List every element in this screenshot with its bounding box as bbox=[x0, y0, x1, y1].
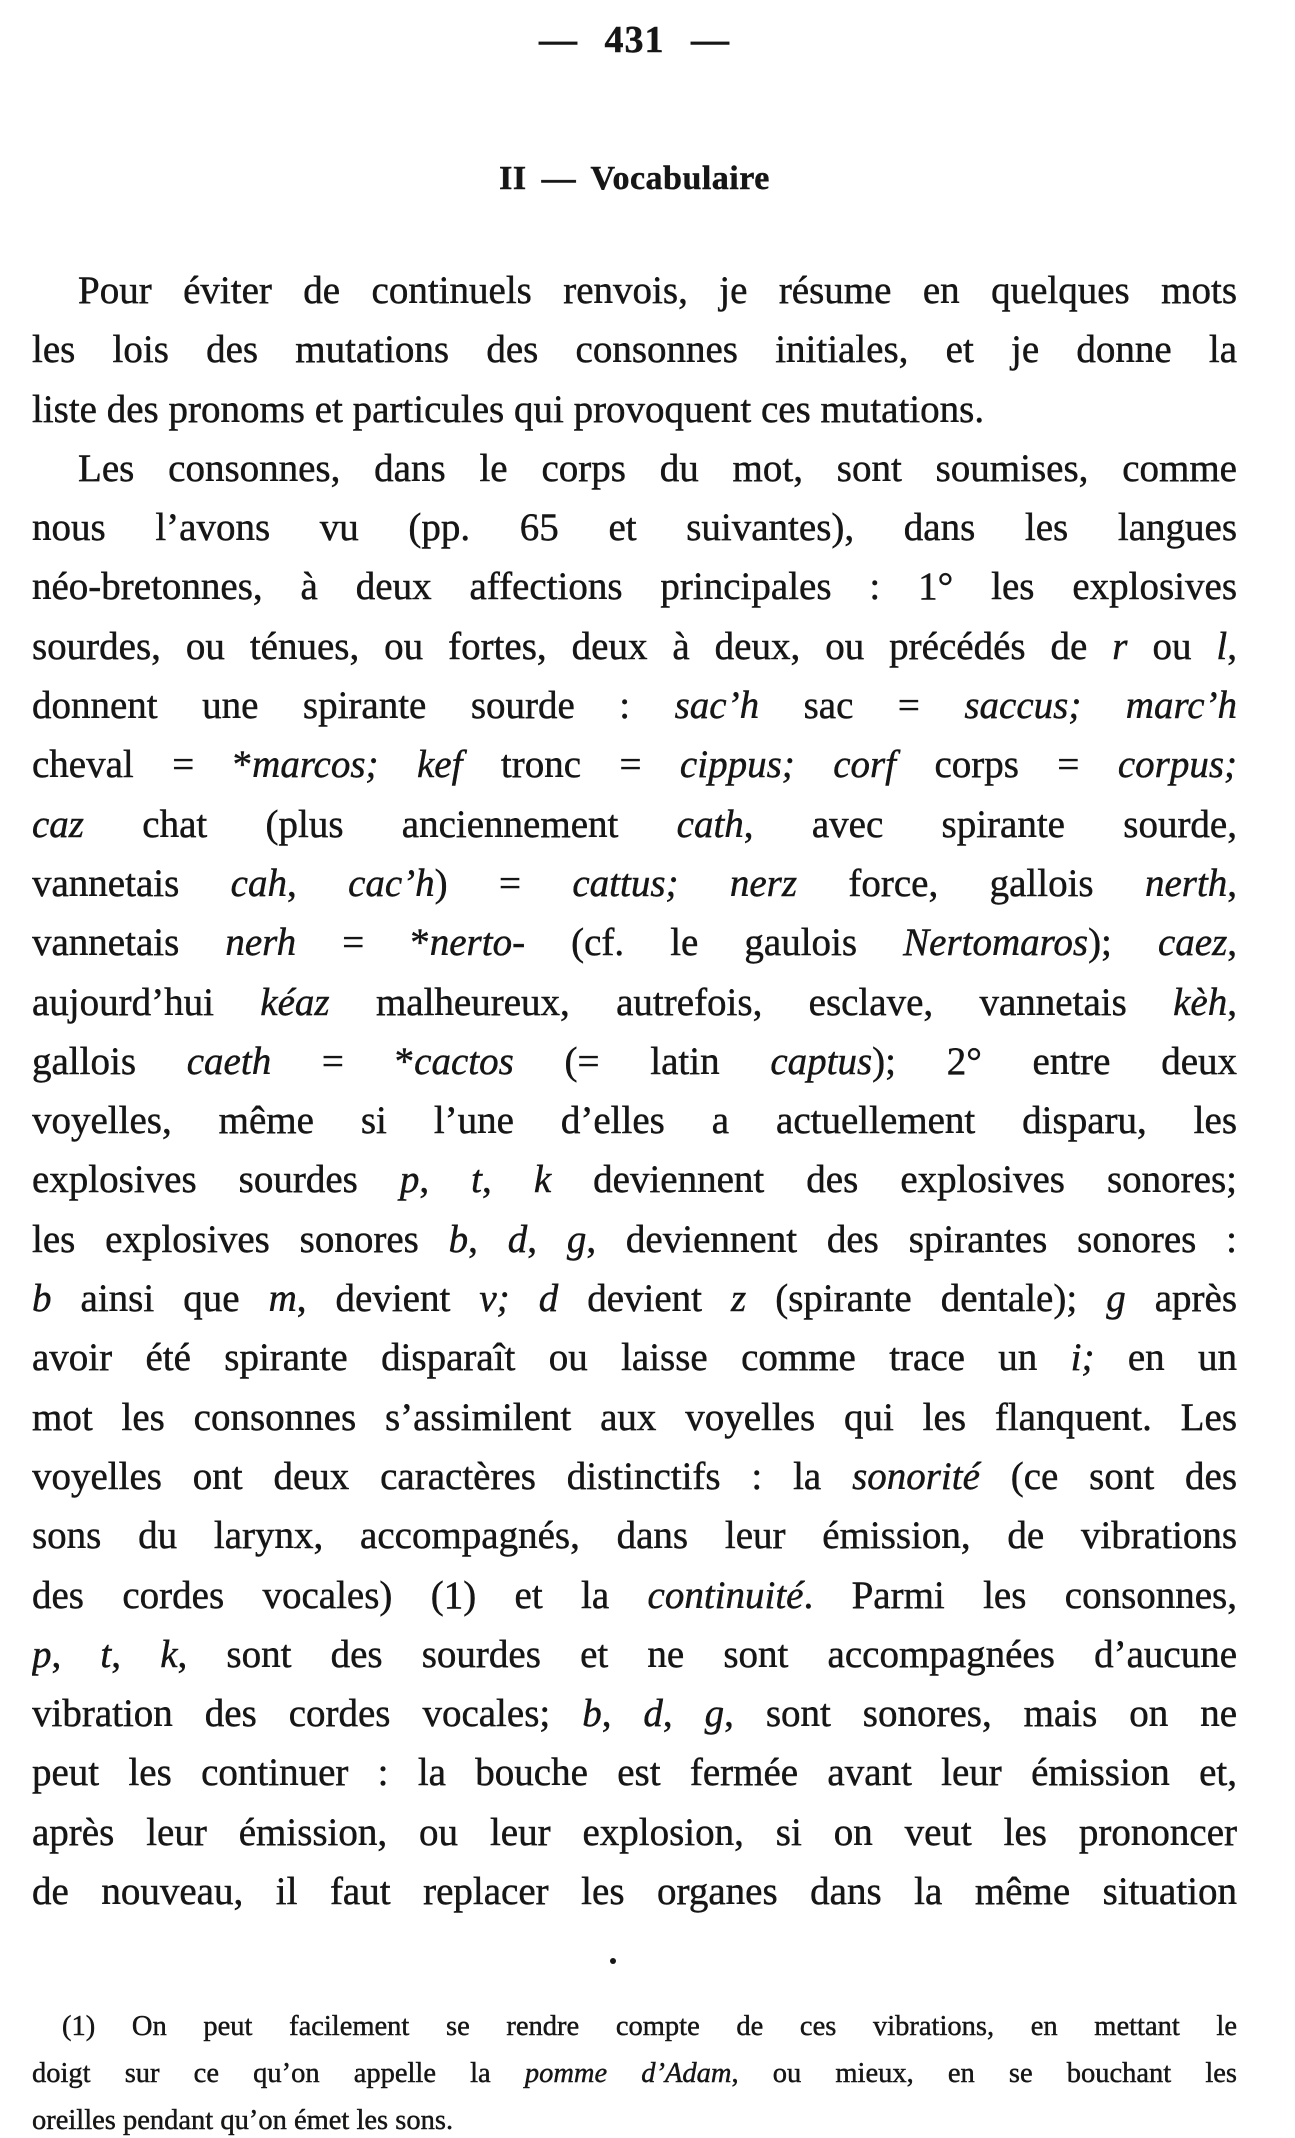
text-run: (= latin bbox=[513, 1039, 771, 1083]
text-line bbox=[32, 261, 1237, 320]
text-line bbox=[32, 1566, 1237, 1625]
text-line bbox=[32, 1091, 1237, 1150]
text-run: force, gallois bbox=[797, 861, 1145, 905]
italic-term: g bbox=[704, 1692, 725, 1736]
italic-term: sac’h bbox=[674, 684, 760, 728]
ink-dot bbox=[610, 1958, 616, 1964]
text-line bbox=[32, 913, 1237, 972]
italic-term: d bbox=[507, 1217, 528, 1261]
text-run: voyelles, même si l’une d’elles a actuellement disparu, les bbox=[32, 1099, 1237, 1143]
text-run: cheval = * bbox=[32, 743, 253, 787]
text-run: les explosives sonores bbox=[32, 1217, 449, 1261]
text-run: corps = bbox=[896, 743, 1118, 787]
text-run bbox=[510, 1277, 539, 1320]
italic-term: t bbox=[471, 1158, 483, 1202]
italic-term: b bbox=[32, 1277, 52, 1321]
text-line bbox=[32, 2003, 1237, 2050]
text-line bbox=[32, 1032, 1237, 1091]
italic-term: caeth bbox=[186, 1039, 272, 1083]
text-run: (1) On peut facilement se rendre compte de ces vibrations, en mettant le bbox=[62, 2011, 1237, 2042]
text-run: , bbox=[286, 861, 349, 905]
italic-term: cah bbox=[230, 861, 287, 905]
text-run: (cf. le gaulois bbox=[525, 921, 904, 965]
italic-term: pomme d’Adam bbox=[524, 2058, 732, 2089]
section-heading: II — Vocabulaire bbox=[499, 160, 770, 197]
italic-term: corpus; bbox=[1117, 743, 1237, 787]
text-run: sourdes, ou ténues, ou fortes, deux à deux, ou précédés de bbox=[32, 624, 1113, 668]
text-line bbox=[32, 1328, 1237, 1387]
text-line bbox=[32, 1447, 1237, 1506]
text-run bbox=[379, 743, 417, 786]
italic-term: captus bbox=[770, 1039, 873, 1083]
text-line bbox=[32, 1506, 1237, 1565]
italic-term: cattus; bbox=[572, 861, 679, 905]
italic-term: v; bbox=[479, 1277, 510, 1321]
text-run: les lois des mutations des consonnes initiales, et je donne la bbox=[32, 328, 1237, 372]
italic-term: d bbox=[643, 1692, 663, 1736]
text-run: voyelles ont deux caractères distinctifs : la bbox=[32, 1454, 853, 1498]
text-run: vannetais bbox=[32, 861, 231, 905]
text-run: , bbox=[111, 1632, 161, 1676]
text-run: , devient bbox=[296, 1277, 480, 1321]
text-line bbox=[32, 2050, 1237, 2097]
text-run: oreilles pendant qu’on émet les sons. bbox=[32, 2105, 454, 2136]
text-line bbox=[32, 380, 1237, 439]
text-run: , bbox=[601, 1692, 644, 1736]
text-run: aujourd’hui bbox=[32, 980, 261, 1024]
italic-term: corf bbox=[833, 743, 897, 787]
italic-term: Nertomaros bbox=[903, 921, 1089, 965]
text-run: , deviennent des spirantes sonores : bbox=[586, 1217, 1237, 1261]
paragraph-consonant-mutations bbox=[32, 439, 1237, 1921]
text-run: (spirante dentale); bbox=[746, 1277, 1107, 1321]
italic-term: p bbox=[32, 1632, 52, 1676]
text-line bbox=[32, 498, 1237, 557]
text-line bbox=[32, 1862, 1237, 1921]
text-run: nous l’avons vu (pp. 65 et suivantes), dans les langues bbox=[32, 506, 1237, 550]
text-run: , bbox=[1227, 980, 1237, 1024]
italic-term: r bbox=[1112, 624, 1128, 668]
text-run: , avec spirante sourde, bbox=[743, 802, 1237, 846]
text-run: peut les continuer : la bouche est fermée avant leur émission et, bbox=[32, 1751, 1237, 1795]
text-run bbox=[1081, 684, 1125, 727]
text-run: ) = bbox=[434, 861, 573, 905]
text-run bbox=[679, 862, 730, 905]
italic-term: cactos bbox=[414, 1039, 514, 1083]
text-line bbox=[32, 1269, 1237, 1328]
text-run: , bbox=[527, 1217, 567, 1261]
text-run: , bbox=[1227, 861, 1237, 905]
text-line bbox=[32, 1625, 1237, 1684]
text-line bbox=[32, 795, 1237, 854]
body-text bbox=[32, 261, 1237, 1921]
text-line bbox=[32, 557, 1237, 616]
italic-term: p bbox=[399, 1158, 420, 1202]
text-run: donnent une spirante sourde : bbox=[32, 684, 675, 728]
text-run: Les consonnes, dans le corps du mot, sont soumises, comme bbox=[78, 446, 1237, 490]
text-run: = * bbox=[271, 1039, 415, 1083]
italic-term: k bbox=[160, 1632, 178, 1676]
text-run: , bbox=[482, 1158, 534, 1202]
italic-term: g bbox=[566, 1217, 587, 1261]
text-line bbox=[32, 1388, 1237, 1447]
text-run: ); bbox=[1088, 921, 1158, 965]
text-line bbox=[32, 676, 1237, 735]
text-run: , bbox=[1227, 921, 1237, 965]
italic-term: cac’h bbox=[348, 861, 435, 905]
text-run: deviennent des explosives sonores; bbox=[551, 1158, 1237, 1202]
text-run: après leur émission, ou leur explosion, si on veut les prononcer bbox=[32, 1810, 1237, 1854]
text-run: , ou mieux, en se bouchant les bbox=[731, 2058, 1237, 2089]
text-run: (ce sont des bbox=[979, 1454, 1237, 1498]
italic-term: marc’h bbox=[1125, 684, 1237, 728]
text-line bbox=[32, 854, 1237, 913]
text-run: , bbox=[419, 1158, 472, 1202]
text-run: devient bbox=[558, 1277, 732, 1321]
italic-term: t bbox=[100, 1632, 112, 1676]
text-run: néo-bretonnes, à deux affections principales : 1° les explosives bbox=[32, 565, 1237, 609]
italic-term: caz bbox=[32, 802, 84, 846]
italic-term: l bbox=[1216, 624, 1228, 668]
text-run: ainsi que bbox=[51, 1277, 269, 1321]
paragraph-intro bbox=[32, 261, 1237, 439]
italic-term: b bbox=[582, 1692, 602, 1736]
italic-term: m bbox=[268, 1277, 297, 1321]
text-run: mot les consonnes s’assimilent aux voyelles qui les flanquent. Les bbox=[32, 1395, 1237, 1439]
text-run: vibration des cordes vocales; bbox=[32, 1692, 583, 1736]
text-run: . Parmi les consonnes, bbox=[803, 1573, 1237, 1617]
text-run: liste des pronoms et particules qui provoquent ces mutations. bbox=[32, 387, 985, 431]
italic-term: nerth bbox=[1144, 861, 1228, 905]
italic-term: i; bbox=[1070, 1336, 1095, 1380]
text-run: , bbox=[51, 1632, 101, 1676]
text-run: explosives sourdes bbox=[32, 1158, 400, 1202]
italic-term: b bbox=[448, 1217, 469, 1261]
italic-term: cath bbox=[676, 802, 744, 846]
italic-term: marcos; bbox=[252, 743, 379, 787]
text-run: ); 2° entre deux bbox=[872, 1039, 1237, 1083]
text-run bbox=[795, 743, 833, 786]
text-run: avoir été spirante disparaît ou laisse comme trace un bbox=[32, 1336, 1071, 1380]
text-line bbox=[32, 973, 1237, 1032]
italic-term: g bbox=[1106, 1277, 1126, 1321]
text-run: tronc = bbox=[462, 743, 680, 787]
text-line bbox=[32, 1210, 1237, 1269]
footnote bbox=[32, 2003, 1237, 2138]
text-line bbox=[32, 1150, 1237, 1209]
text-line bbox=[32, 439, 1237, 498]
italic-term: caez bbox=[1157, 921, 1228, 965]
text-run: en un bbox=[1094, 1336, 1237, 1380]
text-run: , sont sonores, mais on ne bbox=[724, 1692, 1237, 1736]
italic-term: kéaz bbox=[260, 980, 330, 1024]
italic-term: kèh bbox=[1173, 980, 1228, 1024]
italic-term: kef bbox=[416, 743, 463, 787]
text-run: sons du larynx, accompagnés, dans leur émission, de vibrations bbox=[32, 1514, 1237, 1558]
text-run: = * bbox=[296, 921, 430, 965]
italic-term: nerz bbox=[729, 861, 798, 905]
text-run: , bbox=[662, 1692, 705, 1736]
text-line bbox=[32, 1684, 1237, 1743]
italic-term: nerto- bbox=[429, 921, 526, 965]
text-line bbox=[32, 1803, 1237, 1862]
text-run: de nouveau, il faut replacer les organes dans la même situation bbox=[32, 1870, 1237, 1914]
text-line bbox=[32, 2097, 1237, 2138]
italic-term: nerh bbox=[225, 921, 297, 965]
text-run: , bbox=[1227, 624, 1237, 668]
text-line bbox=[32, 735, 1237, 794]
text-run: après bbox=[1125, 1277, 1237, 1321]
text-run: , bbox=[468, 1217, 508, 1261]
text-run: chat (plus anciennement bbox=[84, 802, 677, 846]
italic-term: z bbox=[731, 1277, 747, 1321]
italic-term: saccus; bbox=[964, 684, 1082, 728]
text-run: Pour éviter de continuels renvois, je résume en quelques mots bbox=[78, 269, 1237, 312]
text-line bbox=[32, 617, 1237, 676]
text-run: gallois bbox=[32, 1039, 187, 1083]
text-run: malheureux, autrefois, esclave, vannetais bbox=[329, 980, 1174, 1024]
italic-term: k bbox=[533, 1158, 552, 1202]
italic-term: continuité bbox=[647, 1573, 804, 1617]
page-number: — 431 — bbox=[539, 19, 730, 61]
italic-term: d bbox=[538, 1277, 559, 1321]
text-run: vannetais bbox=[32, 921, 226, 965]
italic-term: cippus; bbox=[679, 743, 795, 787]
italic-term: sonorité bbox=[852, 1454, 980, 1498]
text-run: ou bbox=[1127, 624, 1217, 668]
text-run: doigt sur ce qu’on appelle la bbox=[32, 2058, 525, 2089]
text-run: , sont des sourdes et ne sont accompagnées d’aucune bbox=[177, 1632, 1237, 1676]
text-run: sac = bbox=[759, 684, 965, 728]
text-line bbox=[32, 1743, 1237, 1802]
text-line bbox=[32, 320, 1237, 379]
text-run: des cordes vocales) (1) et la bbox=[32, 1573, 648, 1617]
